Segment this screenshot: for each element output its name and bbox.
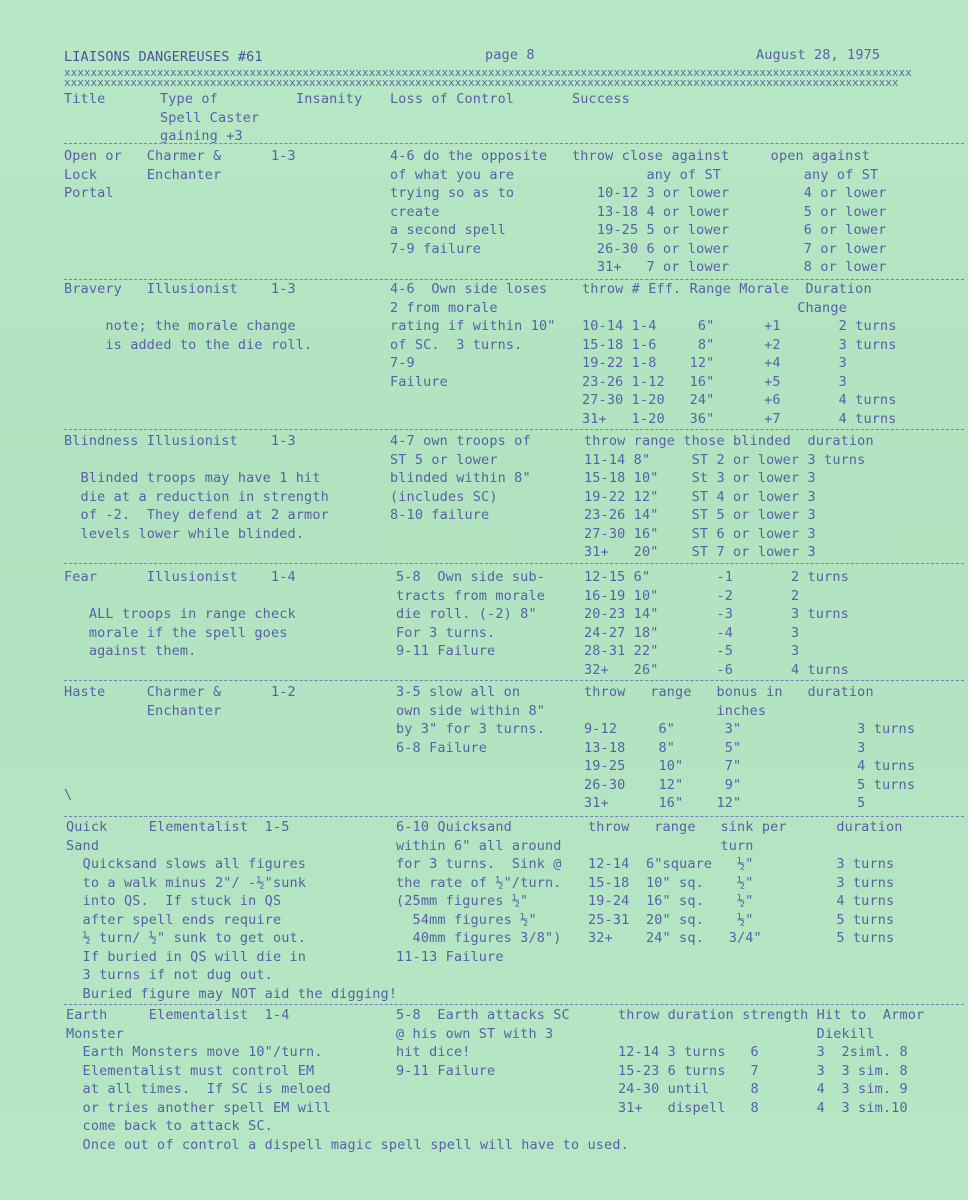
success-table: throw # Eff. Range Morale Duration Change 10-14 1-4 6" +1 2 turns 15-18 1-6 8" +2 3 turns 19-22 1-8 12" +4 3 23-26 1-12 16" +5 3 27-30 1-20 24" +6 4 turns 31+ 1-20 36" +7 4 turns [582, 281, 897, 427]
spell-info: Haste Charmer & 1-2 Enchanter [64, 684, 296, 719]
success-table: throw range those blinded duration 11-14 8" ST 2 or lower 3 turns 15-18 10" St 3 or lower 3 19-22 12" ST 4 or lower 3 23-26 14" ST 5 or lower 3 27-30 16" ST 6 or lower 3 31+ 20" ST 7 or lower 3 [584, 433, 874, 560]
spell-info: Fear Illusionist 1-4 ALL troops in range check morale if the spell goes against them. [64, 569, 296, 659]
loss-of-control: 5-8 Earth attacks SC @ his own ST with 3 hit dice! 9-11 Failure [396, 1007, 570, 1079]
success-table: throw close against open against any of ST any of ST 10-12 3 or lower 4 or lower 13-18 4 or lower 5 or lower 19-25 5 or lower 6 or lower 26-30 6 or lower 7 or lower 31+ 7 or lower 8 or lower [572, 148, 887, 275]
loss-of-control: 4-7 own troops of ST 5 or lower blinded within 8" (includes SC) 8-10 failure [390, 433, 531, 523]
spell-info: Blindness Illusionist 1-3 Blinded troops may have 1 hit die at a reduction in strength of -2. They defend at 2 armor levels lower while blinded. [64, 433, 329, 542]
x-divider: xxxxxxxxxxxxxxxxxxxxxxxxxxxxxxxxxxxxxxxxxxxxxxxxxxxxxxxxxxxxxxxxxxxxxxxxxxxxxxxxxxxxxxxxxxxxxxxxxxxxxxxxxxxxxxxxxxxxxxxxxxxxxxxx xxxxxxxxxxxxxxxxxxxxxxxxxxxxxxxxxxxxxxxxxxxxxxxxxxxxxxxxxxxxxxxxxxxxxxxxxxxxxxxxxxxxxxxxxxxxxxxxxxxxxxxxxxxxxxxxxxxxxxxxxxxxxx [64, 68, 912, 88]
success-table: throw range sink per duration turn 12-14 6"square ½" 3 turns 15-18 10" sq. ½" 3 turns 19-24 16" sq. ½" 4 turns 25-31 20" sq. ½" 5 turns 32+ 24" sq. 3/4" 5 turns [588, 819, 903, 946]
section-divider [64, 1004, 964, 1005]
stray-mark: \ [64, 787, 73, 803]
spell-info: Earth Elementalist 1-4 Monster Earth Monsters move 10"/turn. Elementalist must control EM at all times. If SC is meloed or tries another spell EM will come back to attack SC. Once out of control a dispell magic spell spell will have to used. [66, 1007, 629, 1153]
loss-of-control: 6-10 Quicksand within 6" all around for 3 turns. Sink @ the rate of ½"/turn. (25mm figures ½" 54mm figures ½" 40mm figures 3/8") 11-13 Failure [396, 819, 562, 965]
section-divider [64, 563, 964, 564]
spell-info: Open or Charmer & 1-3 Lock Enchanter Portal [64, 148, 296, 201]
loss-of-control: 4-6 Own side loses 2 from morale rating if within 10" of SC. 3 turns. 7-9 Failure [390, 281, 556, 390]
spell-info: Bravery Illusionist 1-3 note; the morale change is added to the die roll. [64, 281, 313, 353]
col-caster-type: Type of Spell Caster gaining +3 [160, 91, 260, 144]
col-loss-of-control: Loss of Control [390, 91, 515, 107]
success-table: throw duration strength Hit to Armor Diekill 12-14 3 turns 6 3 2siml. 8 15-23 6 turns 7 3 3 sim. 8 24-30 until 8 4 3 sim. 9 31+ dispell 8 4 3 sim.10 [618, 1007, 925, 1116]
spell-info: Quick Elementalist 1-5 Sand Quicksand slows all figures to a walk minus 2"/ -½"sunk into QS. If stuck in QS after spell ends require ½ turn/ ½" sunk to get out. If buried in QS will die in 3 turns if not dug out. Buried figure may NOT aid the digging! [66, 819, 398, 1002]
section-divider [64, 680, 964, 681]
loss-of-control: 5-8 Own side sub- tracts from morale die roll. (-2) 8" For 3 turns. 9-11 Failure [396, 569, 545, 659]
loss-of-control: 3-5 slow all on own side within 8" by 3" for 3 turns. 6-8 Failure [396, 684, 545, 756]
section-divider [64, 429, 964, 430]
col-insanity: Insanity [296, 91, 363, 107]
success-table: 12-15 6" -1 2 turns 16-19 10" -2 2 20-23 14" -3 3 turns 24-27 18" -4 3 28-31 22" -5 3 32+ 26" -6 4 turns [584, 569, 849, 678]
date: August 28, 1975 [756, 47, 881, 63]
page-number: page 8 [485, 47, 535, 63]
col-success: Success [572, 91, 630, 107]
newsletter-title: LIAISONS DANGEREUSES #61 [64, 49, 263, 65]
loss-of-control: 4-6 do the opposite of what you are trying so as to create a second spell 7-9 failure [390, 148, 548, 257]
col-title: Title [64, 91, 106, 107]
success-table: throw range bonus in duration inches 9-12 6" 3" 3 turns 13-18 8" 5" 3 19-25 10" 7" 4 turns 26-30 12" 9" 5 turns 31+ 16" 12" 5 [584, 684, 916, 811]
section-divider [64, 143, 964, 144]
section-divider [64, 816, 964, 817]
